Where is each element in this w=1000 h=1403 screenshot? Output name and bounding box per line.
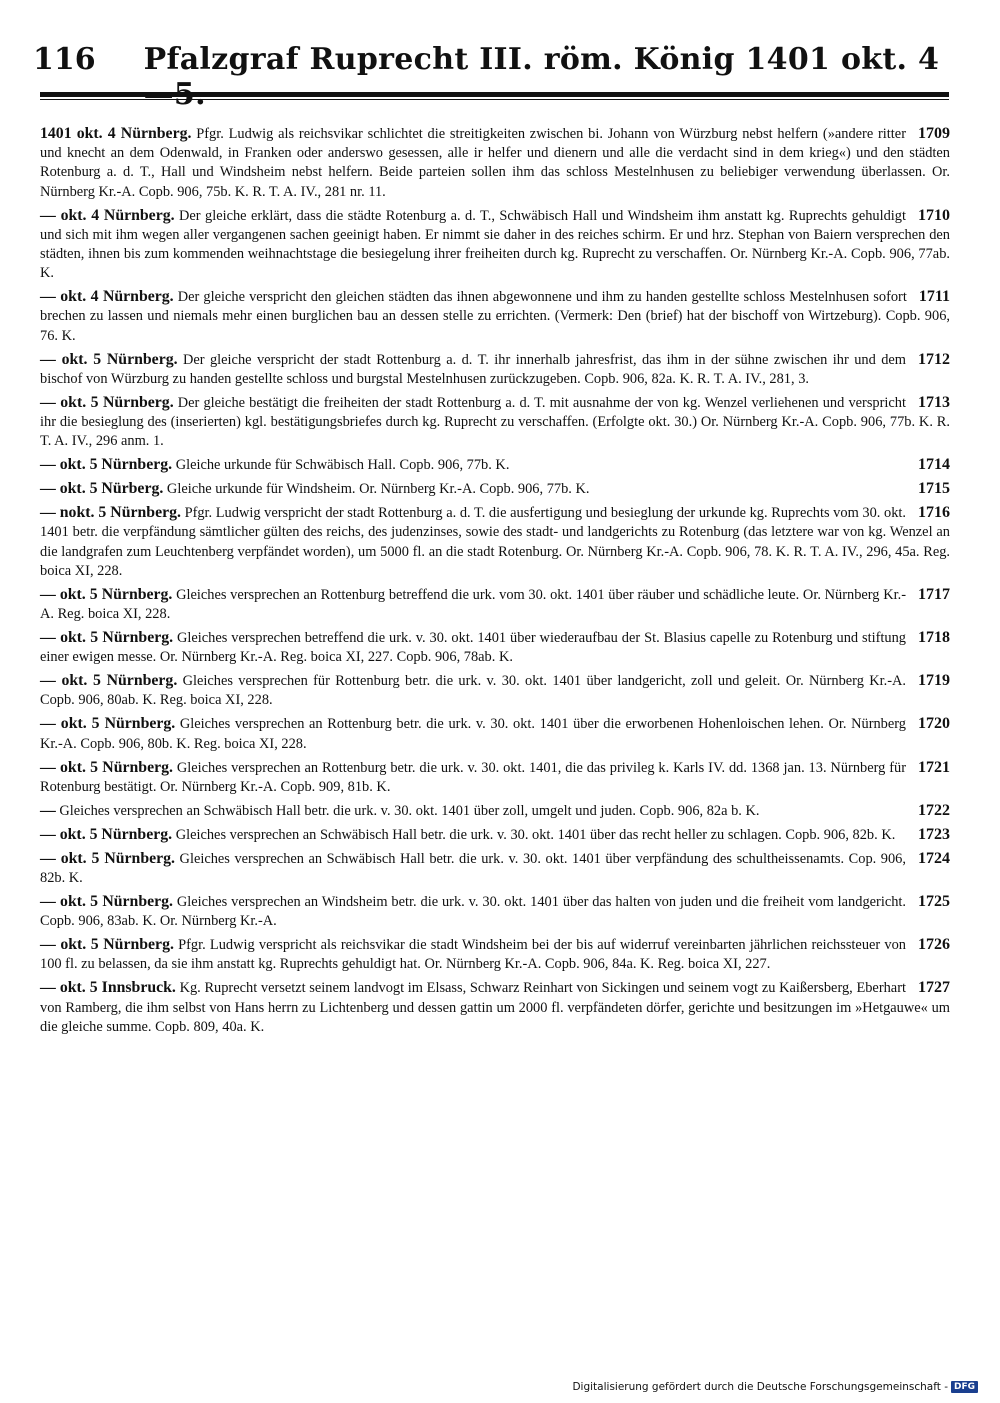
- regest-entry: [40, 825, 950, 845]
- entry-date-place: — okt. 4 Nürnberg.: [40, 288, 174, 306]
- entry-text: Pfgr. Ludwig als reichsvikar schlichtet die streitigkeiten zwischen bi. Johann von Würzburg nebst helfern (»andere ritter und knecht an dem Odenwald, in Franken oder anderswo gesessen, alle ir helfer und dienern und alle die verdacht sind in dem krieg«) und den städten Rotenburg a. d. T., Hall und Windsheim nebst helfern. Beide parteien sollen ihm das schloss Mestelnhusen zu beliebiger verwendung überlassen. Or. Nürnberg Kr.-A. Copb. 906, 75b. K. R. T. A. IV., 281 nr. 11.: [40, 126, 950, 200]
- regest-entry: [40, 479, 950, 499]
- digitization-footer: [572, 1381, 978, 1393]
- entry-text: Gleiches versprechen an Schwäbisch Hall betr. die urk. v. 30. okt. 1401 über zoll, umgelt und juden. Copb. 906, 82a b. K.: [59, 802, 760, 819]
- entry-number: 1717: [918, 585, 950, 603]
- entry-number: 1709: [918, 125, 950, 142]
- regest-entry: [40, 892, 950, 931]
- regest-entry: [40, 801, 950, 821]
- entry-number: 1725: [918, 893, 950, 911]
- entry-date-place: — okt. 4 Nürnberg.: [40, 206, 175, 224]
- entry-date-place: — okt. 5 Nürnberg.: [40, 758, 173, 776]
- regest-entry: [40, 393, 950, 452]
- dfg-logo: DFG: [951, 1381, 978, 1393]
- entry-number: 1715: [918, 480, 950, 498]
- entry-text: Gleiches versprechen an Schwäbisch Hall betr. die urk. v. 30. okt. 1401 über das recht heller zu schlagen. Copb. 906, 82b. K.: [175, 826, 896, 843]
- entry-number: 1723: [918, 825, 950, 843]
- entry-number: 1726: [918, 936, 950, 954]
- entry-date-place: — okt. 5 Nürnberg.: [40, 825, 173, 843]
- entry-date-place: — okt. 5 Nürnberg.: [40, 715, 176, 733]
- entry-text: Pfgr. Ludwig verspricht der stadt Rottenburg a. d. T. die ausfertigung und besieglung der urkunde kg. Ruprechts vom 30. okt. 1401 betr. die verpfändung sämtlicher gülten des reichs, des judenzinses, sowie des stadt- und landgerichts zu Rotenburg (das letztere war von kg. Wenzel an die landgrafen zum Leuchtenberg verpfändet worden), um 5000 fl. an die stadt Rotenburg. Or. Nürnberg Kr.-A. Copb. 906, 78. K. R. T. A. IV., 296, 45a. Reg. boica XI, 228.: [40, 505, 950, 579]
- entry-date-place: — okt. 5 Innsbruck.: [40, 979, 176, 997]
- entry-text: Gleiches versprechen für Rottenburg betr. die urk. v. 30. okt. 1401 über landgericht, zoll und geleit. Or. Nürnberg Kr.-A. Copb. 906, 80ab. K. Reg. boica XI, 228.: [40, 673, 906, 709]
- entry-number: 1716: [918, 504, 950, 522]
- regest-entry: [40, 671, 950, 710]
- entry-number: 1710: [918, 206, 950, 224]
- entry-date-place: — nokt. 5 Nürnberg.: [40, 504, 181, 522]
- entry-text: Gleiches versprechen betreffend die urk. v. 30. okt. 1401 über wiederaufbau der St. Blasius capelle zu Rotenburg und stiftung einer ewigen messe. Or. Nürnberg Kr.-A. Reg. boica XI, 227. Copb. 906, 78ab. K.: [40, 630, 906, 666]
- regest-entry: [40, 585, 950, 624]
- page-title: Pfalzgraf Ruprecht III. röm. König 1401 okt. 4: [143, 42, 940, 77]
- entry-date-place: — okt. 5 Nürnberg.: [40, 849, 175, 867]
- entry-text: Gleiches versprechen an Rottenburg betreffend die urk. vom 30. okt. 1401 über räuber und schädliche leute. Or. Nürnberg Kr.-A. Reg. boica XI, 228.: [40, 586, 906, 623]
- entry-number: 1714: [918, 456, 950, 474]
- entry-text: Der gleiche erklärt, dass die städte Rotenburg a. d. T., Schwäbisch Hall und Windsheim ihm anstatt kg. Ruprechts gehuldigt und sich mit ihm wegen aller vergangenen sachen geeinigt haben. Er nimmt sie daher in des reiches schirm. Er und hrz. Stephan von Baiern versprechen den städten, ihnen bis zum kommenden weihnachtstage die besiegelung ihrer freiheiten durch kg. Ruprecht zu verschaffen. Or. Nürnberg Kr.-A. Copb. 906, 77ab. K.: [40, 207, 950, 282]
- entry-date-place: — okt. 5 Nürnberg.: [40, 672, 178, 690]
- entry-text: Kg. Ruprecht versetzt seinem landvogt im Elsass, Schwarz Reinhart von Sickingen und seinem vogt zu Kaißersberg, Eberhart von Ramberg, die ihm selbst von Hans herrn zu Lichtenberg und dessen gattin um 2000 fl. verpfändeten dörfer, gerichte und besitzungen im »Hetgauwe« um die gleiche summe. Copb. 809, 40a. K.: [40, 980, 950, 1035]
- entry-number: 1722: [918, 801, 950, 819]
- entry-date-place: — okt. 5 Nürnberg.: [40, 893, 173, 911]
- entry-date-place: 1401 okt. 4 Nürnberg.: [40, 125, 192, 142]
- entry-date-place: — okt. 5 Nürberg.: [40, 480, 164, 498]
- entry-text: Gleiches versprechen an Windsheim betr. die urk. v. 30. okt. 1401 über das halten von juden und die freiheit vom landgericht. Copb. 906, 83ab. K. Or. Nürnberg Kr.-A.: [40, 894, 906, 930]
- entry-date-place: —: [40, 801, 56, 819]
- entry-number: 1724: [918, 849, 950, 867]
- entry-text: Der gleiche verspricht den gleichen städten das ihnen abgewonnene und ihm zu handen gestellte schloss Mestelnhusen sofort brechen zu lassen und niemals mehr einen burglichen bau an dessen stelle zu errichten. (Vermerk: Den (brief) hat der bischoff von Wirtzeburg). Copb. 906, 76. K.: [40, 289, 950, 344]
- regest-entry: [40, 455, 950, 475]
- entry-number: 1718: [918, 629, 950, 647]
- entry-number: 1711: [918, 288, 950, 306]
- regest-entry: [40, 350, 950, 389]
- entry-number: 1713: [918, 393, 950, 411]
- entry-number: 1712: [918, 350, 950, 368]
- regest-entry: [40, 758, 950, 797]
- entry-text: Gleiches versprechen an Schwäbisch Hall betr. die urk. v. 30. okt. 1401 über verpfändung des schultheissenamts. Cop. 906, 82b. K.: [40, 850, 906, 887]
- regest-entry: [40, 124, 950, 202]
- regest-entry: [40, 206, 950, 284]
- page-header: [33, 42, 953, 86]
- entry-text: Gleiches versprechen an Rottenburg betr. die urk. v. 30. okt. 1401 über die erworbenen Hohenloischen lehen. Or. Nürnberg Kr.-A. Copb. 906, 80b. K. Reg. boica XI, 228.: [40, 716, 906, 752]
- regest-entry: [40, 287, 950, 346]
- entry-text: Gleiches versprechen an Rottenburg betr. die urk. v. 30. okt. 1401, die das privileg k. Karls IV. dd. 1368 jan. 13. Nürnberg für Rotenburg bestätigt. Or. Nürnberg Kr.-A. Copb. 909, 81b. K.: [40, 759, 906, 795]
- regest-entry: [40, 935, 950, 974]
- entry-date-place: — okt. 5 Nürnberg.: [40, 585, 173, 603]
- entry-text: Gleiche urkunde für Windsheim. Or. Nürnberg Kr.-A. Copb. 906, 77b. K.: [166, 481, 590, 498]
- footer-credit: Digitalisierung gefördert durch die Deutsche Forschungsgemeinschaft -: [572, 1381, 948, 1393]
- header-rule: [40, 92, 949, 97]
- entry-date-place: — okt. 5 Nürnberg.: [40, 629, 174, 647]
- page-number: 116: [33, 42, 96, 77]
- entry-date-place: — okt. 5 Nürnberg.: [40, 393, 174, 411]
- entry-date-place: — okt. 5 Nürnberg.: [40, 456, 173, 474]
- entry-text: Der gleiche bestätigt die freiheiten der stadt Rottenburg a. d. T. mit ausnahme der von kg. Wenzel verliehenen und verspricht ihr die besieglung des (inserierten) kgl. bestätigungsbriefes durch kg. Ruprecht zu verschaffen. (Erfolgte okt. 30.) Or. Nürnberg Kr.-A. Copb. 906, 77b. K. R. T. A. IV., 296 anm. 1.: [40, 394, 950, 450]
- entry-number: 1721: [918, 758, 950, 776]
- regesta-list: [40, 124, 950, 1041]
- regest-entry: [40, 628, 950, 667]
- regest-entry: [40, 714, 950, 753]
- entry-date-place: — okt. 5 Nürnberg.: [40, 936, 174, 954]
- entry-number: 1727: [918, 979, 950, 997]
- entry-text: Gleiche urkunde für Schwäbisch Hall. Copb. 906, 77b. K.: [175, 457, 510, 474]
- entry-text: Der gleiche verspricht der stadt Rottenburg a. d. T. ihr innerhalb jahresfrist, das ihm in der sühne zwischen ihr und dem bischof von Würzburg zu handen gestellte schloss und burgstal Mestelnhusen zurückzugeben. Copb. 906, 82a. K. R. T. A. IV., 281, 3.: [40, 351, 906, 387]
- regest-entry: [40, 978, 950, 1037]
- entry-number: 1719: [918, 672, 950, 690]
- regest-entry: [40, 849, 950, 888]
- entry-number: 1720: [918, 715, 950, 733]
- entry-text: Pfgr. Ludwig verspricht als reichsvikar die stadt Windsheim bei der bis auf widerruf vereinbarten jährlichen reichssteuer von 100 fl. zu belassen, da sie ihm anstatt kg. Ruprechts gehuldigt hat. Or. Nürnberg Kr.-A. Copb. 906, 84a. K. Reg. boica XI, 227.: [40, 937, 906, 973]
- regest-entry: [40, 503, 950, 581]
- entry-date-place: — okt. 5 Nürnberg.: [40, 350, 178, 368]
